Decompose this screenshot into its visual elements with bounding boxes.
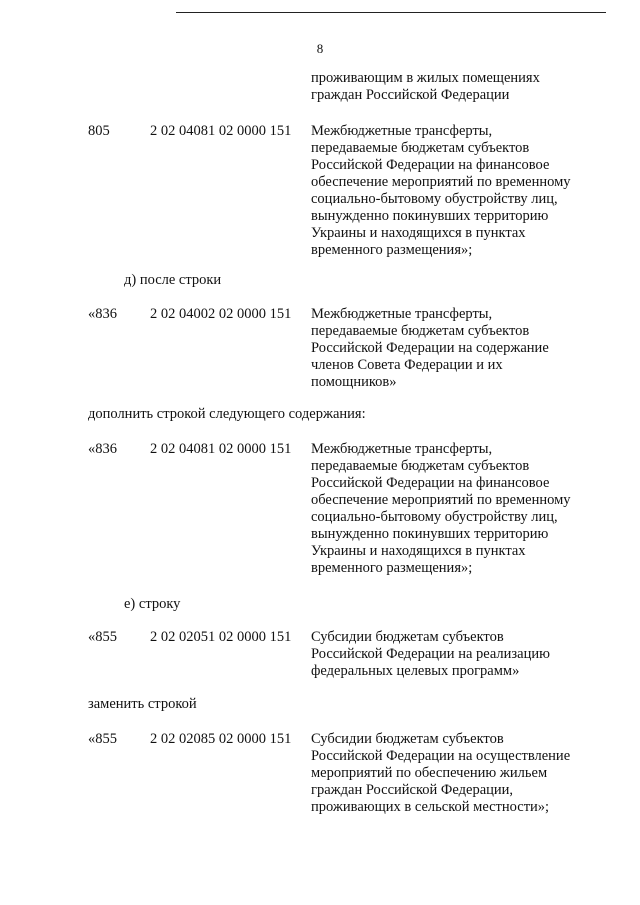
instruction-text: заменить строкой [88, 696, 197, 712]
row-description: Межбюджетные трансферты, передаваемые бюджетам субъектов Российской Федерации на содержание членов Совета Федерации и их помощников» [311, 306, 549, 390]
header-rule [176, 12, 606, 13]
budget-code: 2 02 02085 02 0000 151 [150, 731, 292, 747]
budget-code: 2 02 04002 02 0000 151 [150, 306, 292, 322]
budget-code: 2 02 04081 02 0000 151 [150, 441, 292, 457]
row-description: Субсидии бюджетам субъектов Российской Федерации на реализацию федеральных целевых программ» [311, 629, 550, 679]
instruction-text: е) строку [124, 596, 181, 612]
instruction-text: д) после строки [124, 272, 222, 288]
page-number: 8 [316, 41, 324, 56]
budget-code: 2 02 04081 02 0000 151 [150, 123, 292, 139]
instruction-text: дополнить строкой следующего содержания: [88, 406, 366, 422]
admin-code: «855 [88, 731, 117, 747]
row-description: проживающим в жилых помещениях граждан Российской Федерации [311, 70, 540, 103]
row-description: Межбюджетные трансферты, передаваемые бюджетам субъектов Российской Федерации на финансовое обеспечение мероприятий по временному социально-бытовому обустройству лиц, вынужденно покинувших территорию Украины и находящихся в пунктах временного размещения»; [311, 123, 571, 258]
row-description: Межбюджетные трансферты, передаваемые бюджетам субъектов Российской Федерации на финансовое обеспечение мероприятий по временному социально-бытовому обустройству лиц, вынужденно покинувших территорию Украины и находящихся в пунктах временного размещения»; [311, 441, 571, 576]
admin-code: 805 [88, 123, 110, 139]
admin-code: «855 [88, 629, 117, 645]
admin-code: «836 [88, 441, 117, 457]
row-description: Субсидии бюджетам субъектов Российской Федерации на осуществление мероприятий по обеспечению жильем граждан Российской Федерации, проживающих в сельской местности»; [311, 731, 571, 815]
admin-code: «836 [88, 306, 117, 322]
budget-code: 2 02 02051 02 0000 151 [150, 629, 292, 645]
